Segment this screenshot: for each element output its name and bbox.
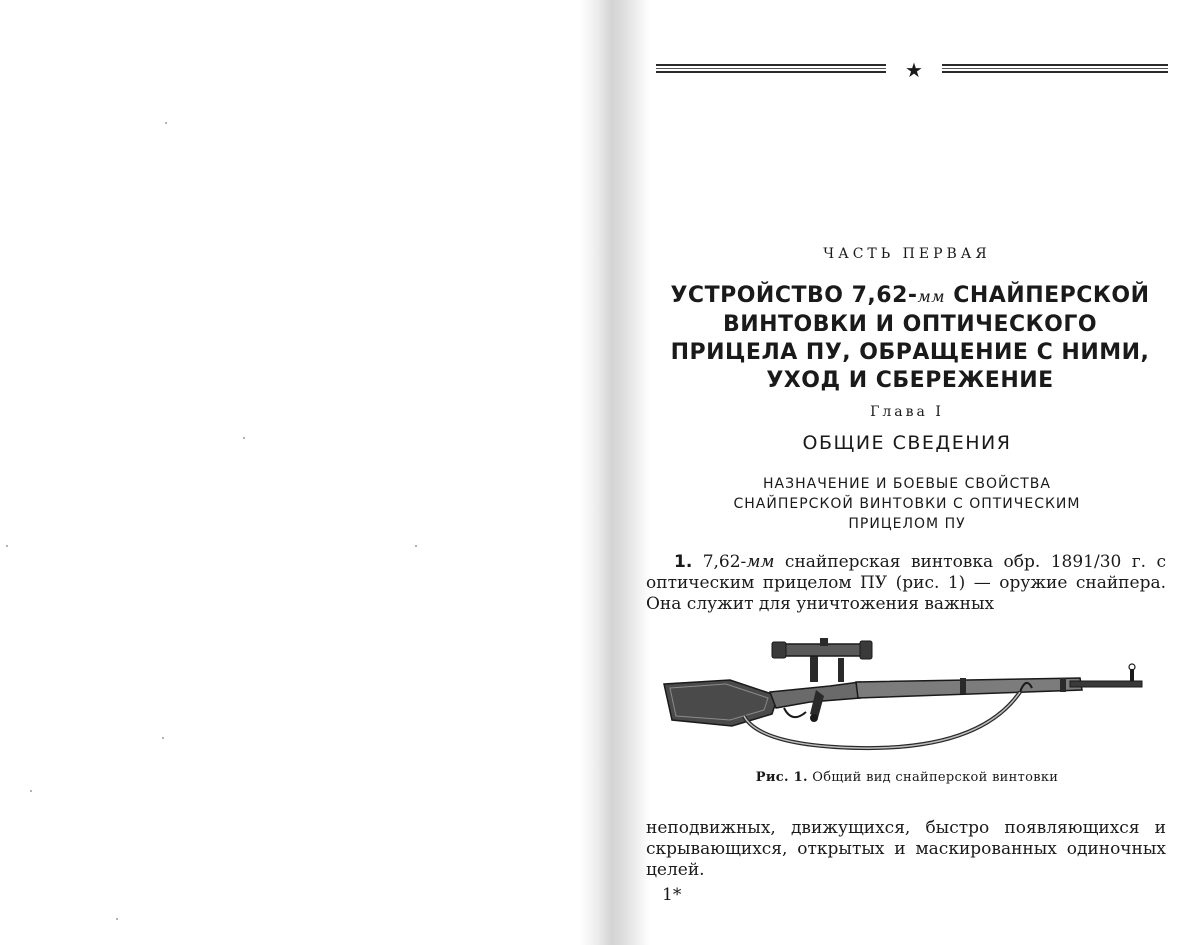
part-title-line-2: ВИНТОВКИ И ОПТИЧЕСКОГО [722, 312, 1098, 337]
figure-caption [620, 770, 1194, 785]
right-page [620, 0, 1194, 945]
paragraph-2: неподвижных, движущихся, быстро появляющихся и скрывающихся, открытых и маскированных одиночных целей. [646, 818, 1166, 880]
part-title-line-4: УХОД И СБЕРЕЖЕНИЕ [766, 368, 1054, 393]
section-title [650, 474, 1164, 534]
paragraph-1: 1. 7,62-мм снайперская винтовка обр. 1891/30 г. с оптическим прицелом ПУ (рис. 1) — оружие снайпера. Она служит для уничтожения важных [646, 552, 1167, 614]
paper-speck [165, 122, 167, 124]
part-label: ЧАСТЬ ПЕРВАЯ [823, 246, 991, 262]
paper-speck [116, 918, 118, 920]
part-title [640, 282, 1180, 395]
chapter-label: Глава I [870, 404, 944, 420]
paper-speck [162, 737, 164, 739]
paper-speck [243, 437, 245, 439]
part-title-line-3: ПРИЦЕЛА ПУ, ОБРАЩЕНИЕ С НИМИ, [670, 340, 1150, 365]
figure-caption-text: Общий вид снайперской винтовки [807, 770, 1059, 785]
paper-speck [415, 545, 417, 547]
section-title-line-2: СНАЙПЕРСКОЙ ВИНТОВКИ С ОПТИЧЕСКИМ [733, 496, 1081, 512]
header-rule-right [942, 64, 1168, 75]
paper-speck [30, 790, 32, 792]
part-title-line-1: УСТРОЙСТВО 7,62-мм СНАЙПЕРСКОЙ [670, 283, 1150, 308]
chapter-title: ОБЩИЕ СВЕДЕНИЯ [802, 432, 1012, 454]
header-rule-left [656, 64, 886, 75]
figure-caption-label: Рис. 1. [755, 770, 808, 785]
section-title-line-1: НАЗНАЧЕНИЕ И БОЕВЫЕ СВОЙСТВА [763, 476, 1051, 492]
star-ornament-icon: ★ [905, 58, 923, 82]
signature-mark: 1* [662, 885, 682, 905]
paragraph-number: 1. [674, 552, 693, 572]
section-title-line-3: ПРИЦЕЛОМ ПУ [848, 516, 966, 532]
paper-speck [6, 545, 8, 547]
sniper-rifle-illustration-icon [660, 636, 1150, 758]
